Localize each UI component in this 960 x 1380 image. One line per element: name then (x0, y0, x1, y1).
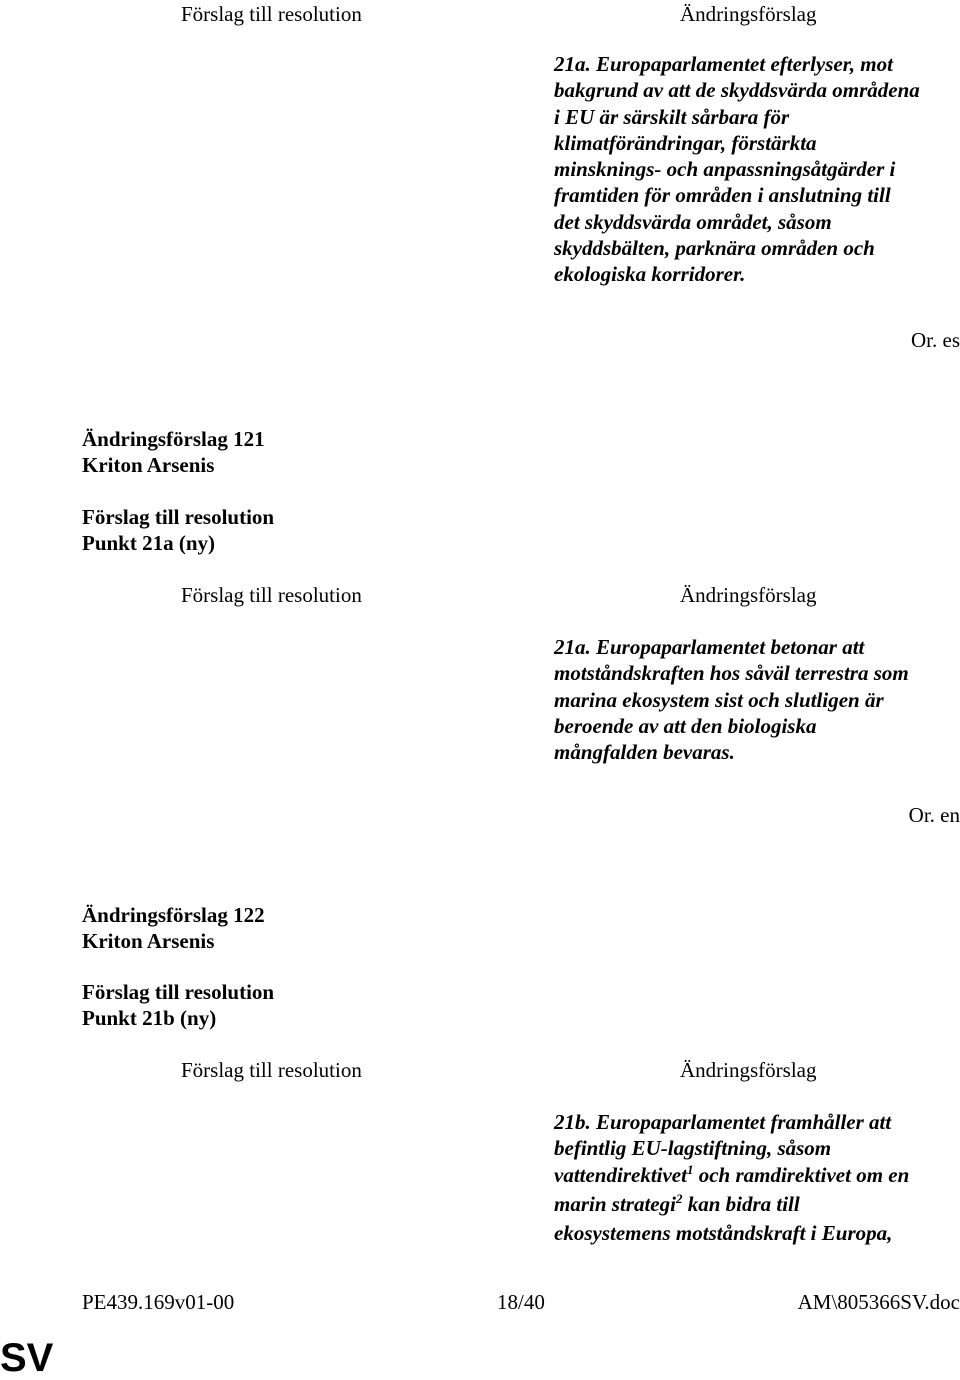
amendment-122-heading (82, 902, 265, 954)
paragraph-ref: Punkt 21b (ny) (82, 1006, 217, 1030)
text-line: klimatförändringar, förstärkta (554, 130, 817, 155)
text-line: motståndskraften hos såväl terrestra som (554, 661, 909, 686)
text-line: marina ekosystem sist och slutligen är (554, 687, 884, 712)
amendment-author: Kriton Arsenis (82, 929, 215, 953)
amendment-text-122 (554, 1109, 954, 1246)
text-line: bakgrund av att de skyddsvärda områdena (554, 78, 920, 103)
footer-file-name: AM\805366SV.doc (797, 1290, 960, 1314)
amendment-text-block1 (554, 51, 954, 288)
text-line: ekologiska korridorer. (554, 262, 746, 287)
text-line: befintlig EU-lagstiftning, såsom (554, 1136, 832, 1161)
original-language-en: Or. en (908, 803, 960, 827)
text-line: ekosystemens motståndskraft i Europa, (554, 1221, 893, 1246)
amendment-122-target (82, 979, 274, 1031)
text-line: i EU är särskilt sårbara för (554, 104, 790, 129)
footer-document-ref: PE439.169v01-00 (82, 1290, 235, 1314)
text-line: det skyddsvärda området, såsom (554, 209, 832, 234)
text-fragment: och ramdirektivet om en (693, 1162, 910, 1187)
column-header-resolution: Förslag till resolution (181, 583, 362, 607)
text-line: 21b. Europaparlamentet framhåller att (554, 1110, 892, 1134)
amendment-number: Ändringsförslag 122 (82, 903, 265, 927)
text-fragment: kan bidra till (682, 1191, 800, 1216)
text-fragment: vattendirektivet (554, 1162, 687, 1187)
column-header-amendment: Ändringsförslag (680, 583, 817, 607)
amendment-121-heading (82, 426, 265, 478)
footnote-ref-2[interactable]: 2 (675, 1190, 683, 1206)
amendment-text-121 (554, 634, 954, 765)
text-line: mångfalden bevaras. (554, 740, 735, 765)
original-language-es: Or. es (911, 328, 960, 352)
language-code: SV (0, 1336, 54, 1380)
footer-page-number: 18/40 (497, 1290, 545, 1314)
column-header-amendment: Ändringsförslag (680, 1058, 817, 1082)
text-line: 21a. Europaparlamentet efterlyser, mot (554, 52, 893, 76)
text-fragment: marin strategi (554, 1191, 676, 1216)
text-line: framtiden för områden i anslutning till (554, 183, 891, 208)
footnote-ref-1[interactable]: 1 (686, 1161, 694, 1177)
document-type: Förslag till resolution (82, 980, 275, 1004)
column-header-resolution: Förslag till resolution (181, 1058, 362, 1082)
text-line: 21a. Europaparlamentet betonar att (554, 635, 865, 659)
paragraph-ref: Punkt 21a (ny) (82, 531, 216, 555)
text-line: minsknings- och anpassningsåtgärder i (554, 157, 896, 182)
text-line (554, 1162, 954, 1191)
text-line (554, 1191, 954, 1220)
column-header-resolution: Förslag till resolution (181, 2, 362, 26)
amendment-121-target (82, 504, 274, 556)
text-line: beroende av att den biologiska (554, 713, 817, 738)
document-type: Förslag till resolution (82, 505, 275, 529)
amendment-author: Kriton Arsenis (82, 453, 215, 477)
text-line: skyddsbälten, parknära områden och (554, 236, 875, 261)
amendment-number: Ändringsförslag 121 (82, 427, 265, 451)
column-header-amendment: Ändringsförslag (680, 2, 817, 26)
